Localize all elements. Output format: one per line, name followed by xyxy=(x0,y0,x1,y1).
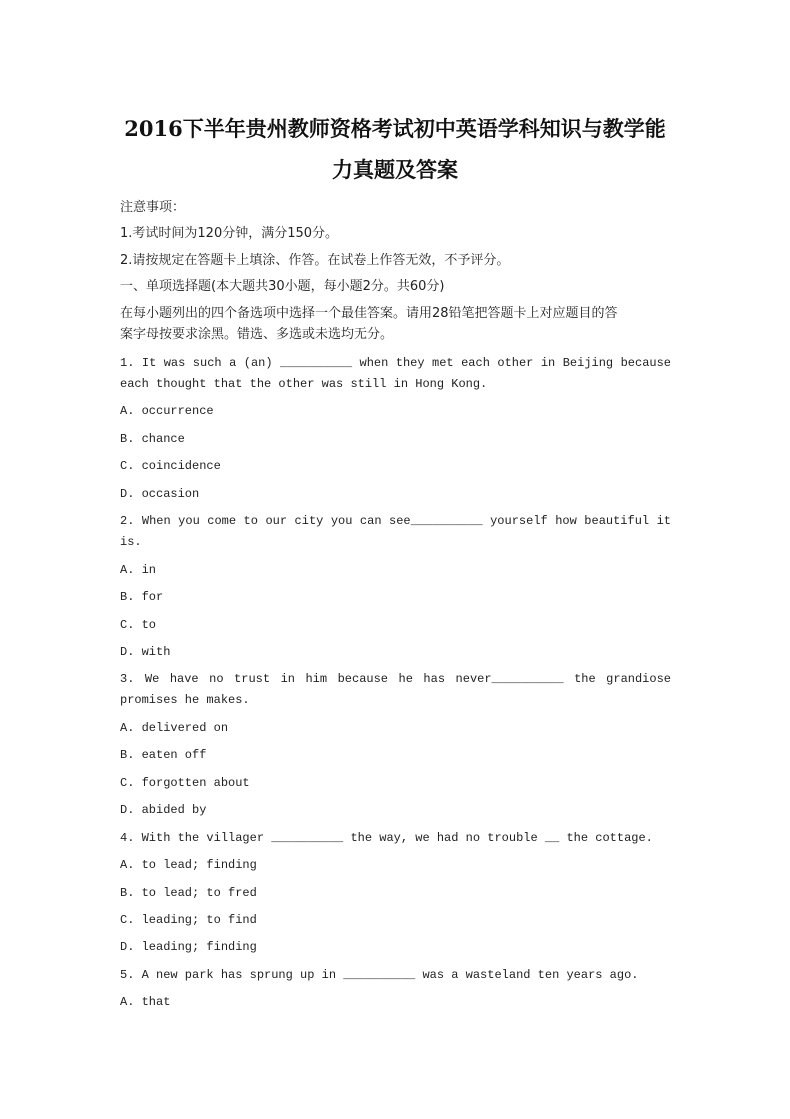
question-5-option-a: A. that xyxy=(120,995,171,1009)
instructions-line-1: 在每小题列出的四个备选项中选择一个最佳答案。请用28铅笔把答题卡上对应题目的答 xyxy=(120,306,618,321)
notice-item-1: 1.考试时间为120分钟，满分150分。 xyxy=(120,226,339,241)
question-3-option-d: D. abided by xyxy=(120,803,207,817)
instructions-line-2: 案字母按要求涂黑。错选、多选或未选均无分。 xyxy=(120,327,394,342)
question-1-option-a: A. occurrence xyxy=(120,404,214,418)
question-2-option-a: A. in xyxy=(120,563,157,577)
document-title-line-2: 力真题及答案 xyxy=(332,157,458,182)
question-3-stem-line-2: promises he makes. xyxy=(120,693,250,707)
question-3-option-b: B. eaten off xyxy=(120,748,207,762)
question-2-option-c: C. to xyxy=(120,618,157,632)
document-title-line-1: 2016下半年贵州教师资格考试初中英语学科知识与教学能 xyxy=(124,116,666,141)
question-4-option-c: C. leading; to find xyxy=(120,913,257,927)
question-5-stem-line-1: 5. A new park has sprung up in __________ was a wasteland ten years ago. xyxy=(120,968,639,982)
question-4-option-b: B. to lead; to fred xyxy=(120,886,257,900)
question-2-option-d: D. with xyxy=(120,645,171,659)
notice-item-2: 2.请按规定在答题卡上填涂、作答。在试卷上作答无效，不予评分。 xyxy=(120,253,510,268)
question-2-stem-line-1: 2. When you come to our city you can see__________ yourself how beautiful it xyxy=(120,514,671,528)
question-2-option-b: B. for xyxy=(120,590,164,604)
question-1-stem-line-2: each thought that the other was still in Hong Kong. xyxy=(120,377,488,391)
question-1-option-d: D. occasion xyxy=(120,487,200,501)
question-1-option-b: B. chance xyxy=(120,432,185,446)
section-heading: 一、单项选择题(本大题共30小题，每小题2分。共60分) xyxy=(120,279,445,294)
question-2-stem-line-2: is. xyxy=(120,535,142,549)
question-4-option-a: A. to lead; finding xyxy=(120,858,257,872)
question-3-option-a: A. delivered on xyxy=(120,721,229,735)
question-3-option-c: C. forgotten about xyxy=(120,776,250,790)
question-4-stem-line-1: 4. With the villager __________ the way, we had no trouble __ the cottage. xyxy=(120,831,653,845)
question-1-stem-line-1: 1. It was such a (an) __________ when they met each other in Beijing because xyxy=(120,356,671,370)
question-4-option-d: D. leading; finding xyxy=(120,940,257,954)
notice-heading: 注意事项： xyxy=(120,200,186,215)
question-3-stem-line-1: 3. We have no trust in him because he has never__________ the grandiose xyxy=(120,672,671,686)
question-1-option-c: C. coincidence xyxy=(120,459,221,473)
